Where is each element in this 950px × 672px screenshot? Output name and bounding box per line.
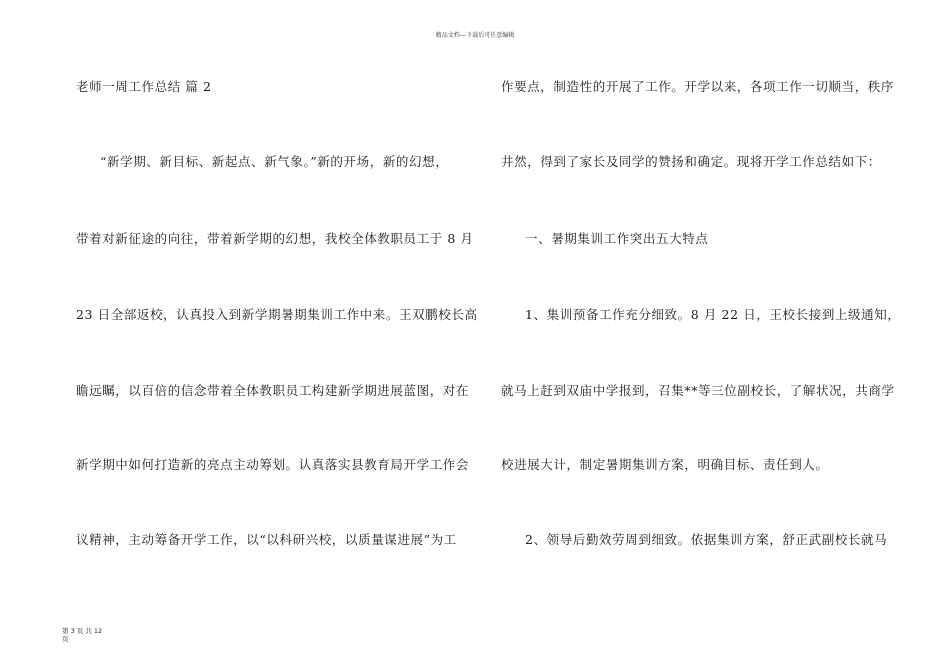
paragraph-line: 瞻远瞩，以百倍的信念带着全体教职员工构建新学期进展蓝图，对在 <box>76 383 470 398</box>
paragraph-line: 1、集训预备工作充分细致。8 月 22 日，王校长接到上级通知， <box>525 307 901 322</box>
paragraph-line: 带着对新征途的向往，带着新学期的幻想，我校全体教职员工于 8 月 <box>76 231 474 246</box>
subheading: 一、暑期集训工作突出五大特点 <box>525 231 709 246</box>
page-number-line: 第 3 页 共 12 <box>62 627 103 635</box>
paragraph-line: 新学期中如何打造新的亮点主动筹划。认真落实县教育局开学工作会 <box>76 457 470 472</box>
page-number-line: 页 <box>62 635 69 643</box>
paragraph-line: “新学期、新目标、新起点、新气象。”新的开场，新的幻想， <box>100 154 449 169</box>
page-number <box>62 627 122 643</box>
paragraph-line: 2、领导后勤效劳周到细致。依据集训方案，舒正武副校长就马 <box>525 532 888 547</box>
section-title: 老师一周工作总结 篇 2 <box>76 79 212 94</box>
paragraph-line: 校进展大计，制定暑期集训方案，明确目标、责任到人。 <box>501 457 829 472</box>
paragraph-line: 井然，得到了家长及同学的赞扬和确定。现将开学工作总结如下： <box>501 154 881 169</box>
paragraph-line: 23 日全部返校，认真投入到新学期暑期集训工作中来。王双鹏校长高 <box>76 307 478 322</box>
paragraph-line: 议精神，主动筹备开学工作，以“以科研兴校，以质量谋进展”为工 <box>76 532 457 547</box>
paragraph-line: 作要点，制造性的开展了工作。开学以来，各项工作一切顺当，秩序 <box>501 79 895 94</box>
page-header: 精品文档---下载后可任意编辑 <box>435 32 515 39</box>
paragraph-line: 就马上赶到双庙中学报到，召集**等三位副校长，了解状况，共商学 <box>501 383 895 398</box>
